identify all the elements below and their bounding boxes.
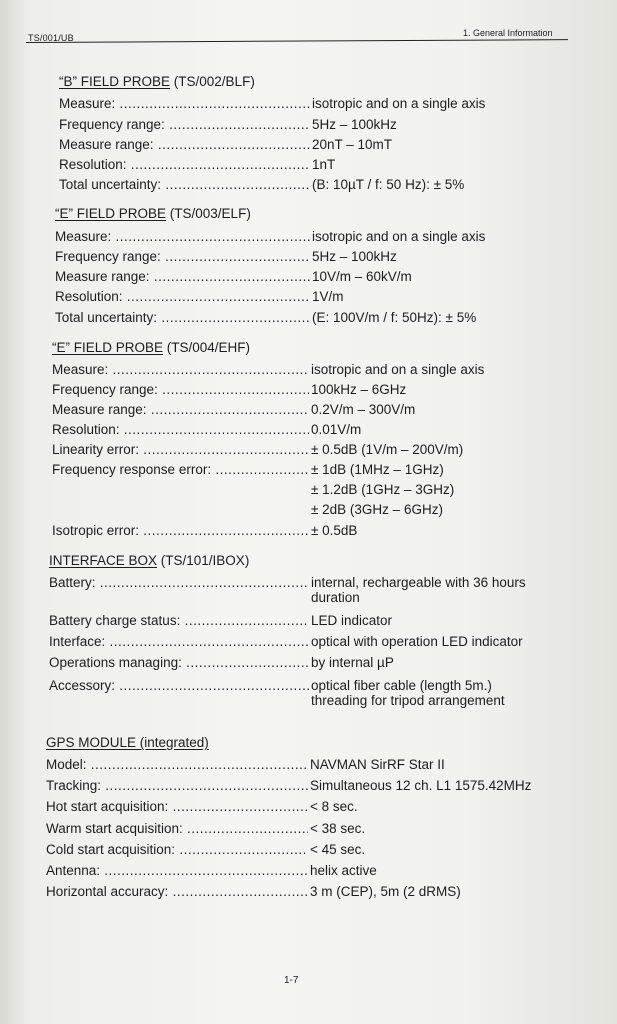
section-title-code: (TS/004/EHF)	[163, 340, 251, 355]
spec-label: Battery: .....	[49, 574, 309, 592]
spec-label: Measure range: .....	[59, 136, 310, 154]
spec-row	[59, 176, 465, 194]
spec-label: Tracking: .....	[46, 777, 308, 795]
document-code: TS/001/UB	[28, 33, 74, 43]
section-title-underlined: INTERFACE BOX	[49, 553, 158, 568]
spec-row	[49, 633, 523, 651]
section-title-underlined: “E” FIELD PROBE	[55, 206, 167, 221]
spec-label: Total uncertainty: .....	[59, 176, 310, 194]
spec-row	[52, 421, 362, 439]
spec-value-continued: ± 2dB (3GHz – 6GHz)	[311, 502, 443, 517]
spec-value: NAVMAN SirRF Star II	[310, 757, 445, 772]
spec-label: Warm start acquisition: .....	[46, 820, 308, 838]
spec-row	[59, 116, 397, 134]
section-title	[52, 340, 250, 355]
spec-value: isotropic and on a single axis	[311, 362, 485, 377]
spec-value: optical fiber cable (length 5m.)	[311, 678, 492, 693]
spec-row	[59, 95, 486, 113]
section-title-code: (TS/101/IBOX)	[157, 553, 250, 568]
spec-value: internal, rechargeable with 36 hours	[311, 575, 526, 590]
spec-value-continued: threading for tripod arrangement	[311, 693, 505, 708]
spec-value: 0.01V/m	[311, 422, 362, 437]
section-title	[59, 74, 255, 89]
section-title-underlined: GPS MODULE (integrated)	[46, 735, 209, 750]
spec-row	[46, 841, 366, 859]
spec-row	[52, 401, 416, 419]
spec-row	[49, 677, 492, 695]
spec-value: LED indicator	[311, 613, 393, 628]
spec-row	[46, 756, 445, 774]
spec-row	[55, 309, 477, 327]
spec-value: isotropic and on a single axis	[312, 96, 486, 111]
section-title-code: (TS/002/BLF)	[170, 74, 255, 89]
spec-label: Antenna: .....	[46, 862, 308, 880]
spec-row	[52, 461, 444, 479]
spec-label: Hot start acquisition: .....	[46, 798, 308, 816]
spec-label: Measure: .....	[52, 361, 309, 379]
spec-value: 1nT	[312, 157, 336, 172]
spec-row	[55, 288, 344, 306]
spec-row	[46, 820, 366, 838]
spec-value: 10V/m – 60kV/m	[312, 269, 412, 284]
spec-label: Frequency range: .....	[59, 116, 310, 134]
spec-row	[55, 268, 412, 286]
spec-row	[59, 156, 336, 174]
spec-value: isotropic and on a single axis	[312, 229, 486, 244]
spec-row	[46, 777, 532, 795]
spec-row	[52, 381, 407, 399]
spec-row	[59, 136, 393, 154]
spec-row	[49, 574, 526, 592]
spec-row	[49, 654, 394, 672]
spec-value: ± 1dB (1MHz – 1GHz)	[311, 462, 444, 477]
spec-value: 20nT – 10mT	[312, 137, 393, 152]
header-rule	[26, 39, 568, 43]
spec-value-continued: ± 1.2dB (1GHz – 3GHz)	[311, 482, 455, 497]
spec-row	[46, 798, 358, 816]
spec-row	[49, 612, 393, 630]
section-title	[46, 735, 209, 750]
section-title-underlined: “E” FIELD PROBE	[52, 340, 164, 355]
spec-value: < 45 sec.	[310, 842, 366, 857]
spec-value: ± 0.5dB (1V/m – 200V/m)	[311, 442, 464, 457]
spec-label: Measure: .....	[59, 95, 310, 113]
spec-value-continued: duration	[311, 590, 360, 605]
spec-label: Frequency response error: .....	[52, 461, 309, 479]
spec-value: ± 0.5dB	[311, 523, 358, 538]
spec-label: Measure range: .....	[52, 401, 309, 419]
spec-value: by internal µP	[311, 655, 394, 670]
spec-value: optical with operation LED indicator	[311, 634, 523, 649]
spec-label: Total uncertainty: .....	[55, 309, 310, 327]
spec-label: Accessory: .....	[49, 677, 309, 695]
spec-value: < 8 sec.	[310, 799, 358, 814]
spec-label: Model: .....	[46, 756, 308, 774]
section-title	[49, 553, 249, 568]
spec-row	[46, 862, 377, 880]
spec-label: Resolution: .....	[59, 156, 310, 174]
spec-row	[46, 883, 461, 901]
spec-label: Interface: .....	[49, 633, 309, 651]
spec-label: Measure: .....	[55, 228, 310, 246]
chapter-title: 1. General Information	[463, 28, 553, 38]
spec-value: 3 m (CEP), 5m (2 dRMS)	[310, 884, 461, 899]
spec-row	[52, 522, 358, 540]
spec-label: Measure range: .....	[55, 268, 310, 286]
spec-value: (E: 100V/m / f: 50Hz): ± 5%	[312, 310, 477, 325]
spec-value: 100kHz – 6GHz	[311, 382, 407, 397]
spec-value: Simultaneous 12 ch. L1 1575.42MHz	[310, 778, 532, 793]
spec-label: Operations managing: .....	[49, 654, 309, 672]
spec-label: Resolution: .....	[52, 421, 309, 439]
section-title-underlined: “B” FIELD PROBE	[59, 74, 171, 89]
page-number: 1-7	[284, 975, 299, 986]
spec-label: Linearity error: .....	[52, 441, 309, 459]
spec-row	[52, 441, 464, 459]
spec-row	[55, 228, 486, 246]
spec-label: Isotropic error: .....	[52, 522, 309, 540]
spec-value: (B: 10µT / f: 50 Hz): ± 5%	[312, 177, 465, 192]
spec-label: Cold start acquisition: .....	[46, 841, 308, 859]
spec-value: < 38 sec.	[310, 821, 366, 836]
spec-row	[52, 361, 485, 379]
section-title-code: (TS/003/ELF)	[166, 206, 251, 221]
spec-label: Battery charge status: .....	[49, 612, 309, 630]
spec-label: Frequency range: .....	[55, 248, 310, 266]
section-title	[55, 206, 251, 221]
spec-label: Frequency range: .....	[52, 381, 309, 399]
spec-value: 0.2V/m – 300V/m	[311, 402, 416, 417]
spec-value: 5Hz – 100kHz	[312, 249, 397, 264]
spec-row	[55, 248, 397, 266]
spec-label: Horizontal accuracy: .....	[46, 883, 308, 901]
spec-value: 5Hz – 100kHz	[312, 117, 397, 132]
spec-label: Resolution: .....	[55, 288, 310, 306]
spec-value: 1V/m	[312, 289, 344, 304]
spec-value: helix active	[310, 863, 377, 878]
